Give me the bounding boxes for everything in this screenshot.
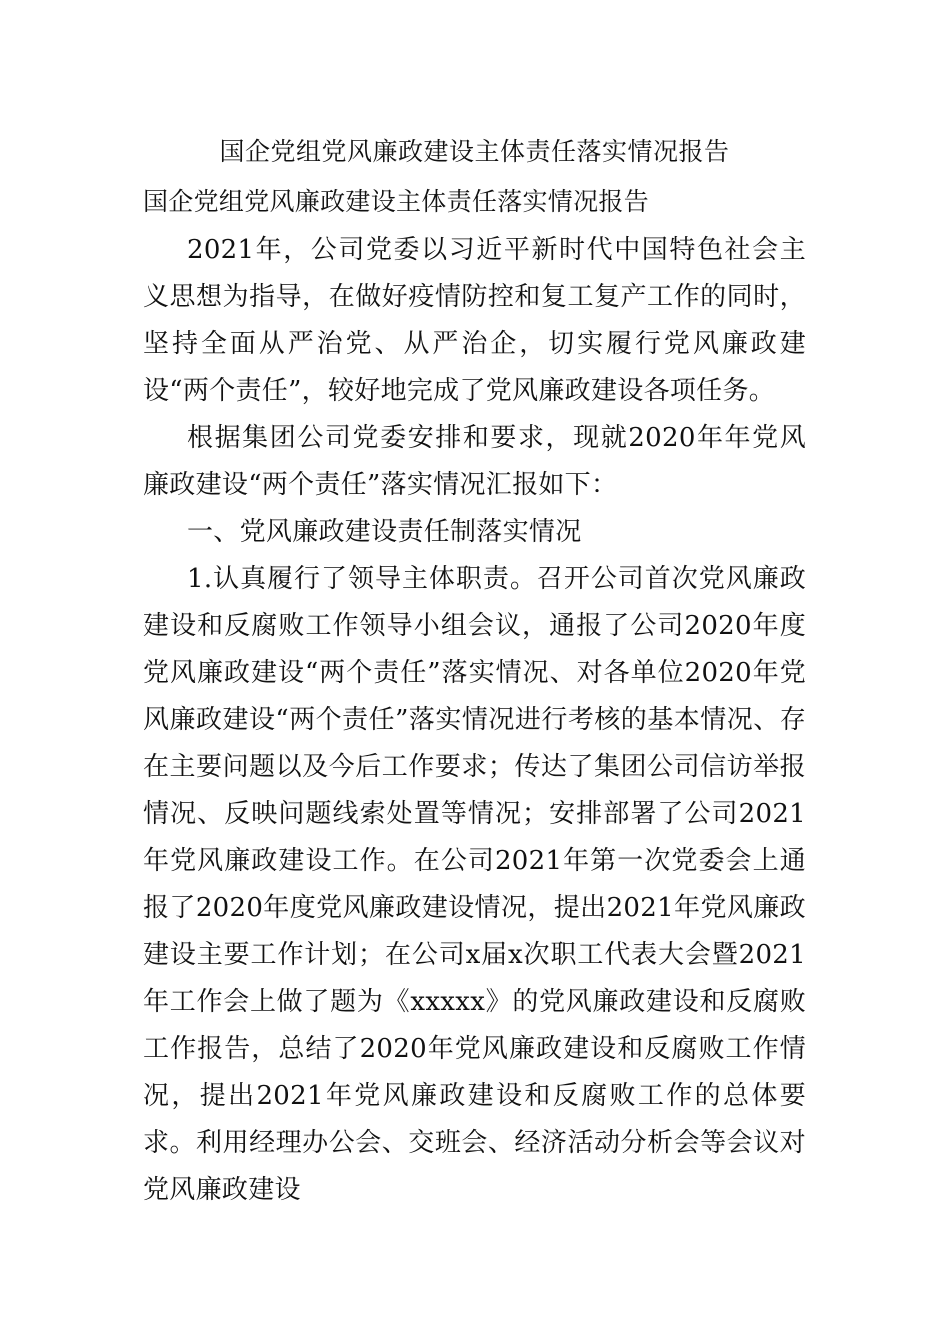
paragraph-item-1: 1.认真履行了领导主体职责。召开公司首次党风廉政建设和反腐败工作领导小组会议，通报了公司2020年度党风廉政建设“两个责任”落实情况、对各单位2020年党风廉政建设“两个责任”落实情况进行考核的基本情况、存在主要问题以及今后工作要求；传达了集团公司信访举报情况、反映问题线索处置等情况；安排部署了公司2021年党风廉政建设工作。在公司2021年第一次党委会上通报了2020年度党风廉政建设情况，提出2021年党风廉政建设主要工作计划；在公司x届x次职工代表大会暨2021年工作会上做了题为《xxxxx》的党风廉政建设和反腐败工作报告，总结了2020年党风廉政建设和反腐败工作情况，提出2021年党风廉政建设和反腐败工作的总体要求。利用经理办公会、交班会、经济活动分析会等会议对党风廉政建设 <box>143 564 806 1205</box>
document-subtitle: 国企党组党风廉政建设主体责任落实情况报告 <box>143 187 650 216</box>
document-body <box>143 180 806 1214</box>
document-title: 国企党组党风廉政建设主体责任落实情况报告 <box>219 137 730 166</box>
paragraph-intro: 2021年，公司党委以习近平新时代中国特色社会主义思想为指导，在做好疫情防控和复工复产工作的同时，坚持全面从严治党、从严治企，切实履行党风廉政建设“两个责任”，较好地完成了党风廉政建设各项任务。 <box>143 235 806 406</box>
paragraph-report-basis: 根据集团公司党委安排和要求，现就2020年年党风廉政建设“两个责任”落实情况汇报如下： <box>143 423 806 500</box>
section-heading-1: 一、党风廉政建设责任制落实情况 <box>187 517 582 547</box>
